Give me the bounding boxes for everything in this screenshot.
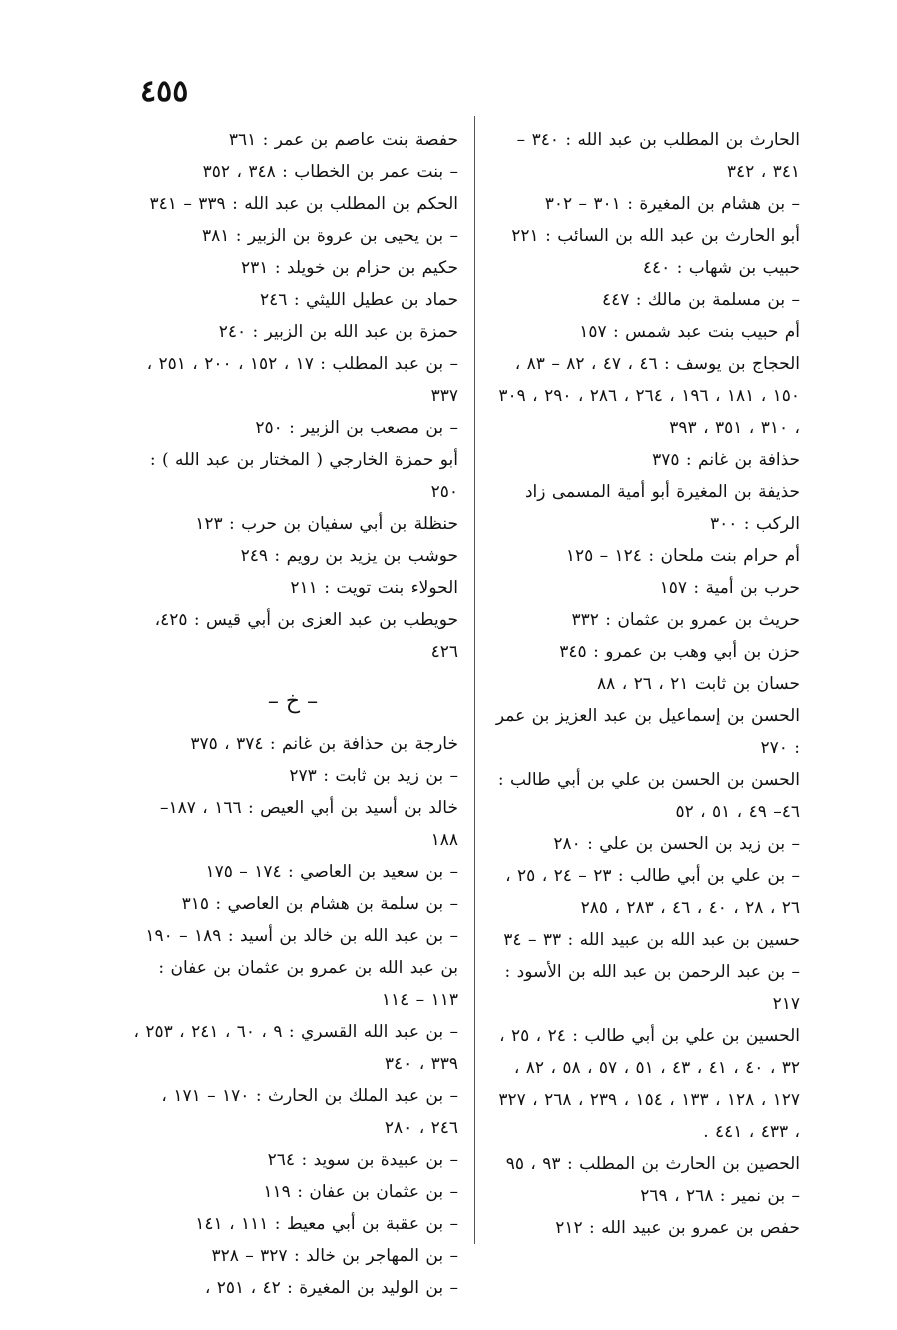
index-entry: – بن عثمان بن عفان : ١١٩ [263,1182,458,1202]
index-entry: حريث بن عمرو بن عثمان : ٣٣٢ [571,610,800,630]
index-entry: حذافة بن غانم : ٣٧٥ [652,450,800,470]
index-entry: أبو الحارث بن عبد الله بن السائب : ٢٢١ [511,226,800,246]
index-entry: الحسن بن إسماعيل بن عبد العزيز بن عمر : ٢٧٠ [495,706,800,758]
index-entry: – بن نمير : ٢٦٨ ، ٢٦٩ [640,1186,800,1206]
index-entry: حرب بن أمية : ١٥٧ [659,578,800,598]
index-entry: – بن المهاجر بن خالد : ٣٢٧ – ٣٢٨ [211,1246,458,1266]
index-entry: حذيفة بن المغيرة أبو أمية المسمى زاد الركب : ٣٠٠ [524,482,800,534]
index-entry: حفص بن عمرو بن عبيد الله : ٢١٢ [555,1218,800,1238]
index-entry: الحصين بن الحارث بن المطلب : ٩٣ ، ٩٥ [505,1154,800,1174]
index-entry: حسين بن عبد الله بن عبيد الله : ٣٣ – ٣٤ [503,930,800,950]
index-entry: حماد بن عطيل الليثي : ٢٤٦ [260,290,458,310]
index-entry: أم حبيب بنت عبد شمس : ١٥٧ [579,322,800,342]
index-entry: – بن سلمة بن هشام بن العاصي : ٣١٥ [181,894,458,914]
index-entry: – بن زيد بن الحسن بن علي : ٢٨٠ [553,834,800,854]
index-entry: حمزة بن عبد الله بن الزبير : ٢٤٠ [218,322,458,342]
index-entry: – بن مصعب بن الزبير : ٢٥٠ [255,418,458,438]
index-entry: – بن عبيدة بن سويد : ٢٦٤ [267,1150,458,1170]
index-entry: – بنت عمر بن الخطاب : ٣٤٨ ، ٣٥٢ [202,162,458,182]
index-entry: – بن عبد الله بن خالد بن أسيد : ١٨٩ – ١٩٠ [145,926,458,946]
index-entry: – بن سعيد بن العاصي : ١٧٤ – ١٧٥ [205,862,458,882]
index-entry: حويطب بن عبد العزى بن أبي قيس : ٤٢٥، ٤٢٦ [154,610,458,662]
index-entry: حكيم بن حزام بن خويلد : ٢٣١ [241,258,458,278]
index-entry: الحسن بن الحسن بن علي بن أبي طالب : ٤٦– ٤٩ ، ٥١ ، ٥٢ [497,770,800,822]
section-letter-heading: – خ – [267,689,319,714]
index-entry: – بن علي بن أبي طالب : ٢٣ – ٢٤ ، ٢٥ ، ٢٦ ، ٢٨ ، ٤٠ ، ٤٦ ، ٢٨٣ ، ٢٨٥ [505,866,800,918]
page-number: ٤٥٥ [140,74,189,109]
index-entry: – بن زيد بن ثابت : ٢٧٣ [289,766,458,786]
index-column-right [490,124,800,1244]
index-entry: الحولاء بنت تويت : ٢١١ [290,578,458,598]
index-entry: – بن عبد الملك بن الحارث : ١٧٠ – ١٧١ ، ٢٤٦ ، ٢٨٠ [161,1086,458,1138]
index-entry: حفصة بنت عاصم بن عمر : ٣٦١ [228,130,458,150]
index-entry: – بن يحيى بن عروة بن الزبير : ٣٨١ [201,226,458,246]
index-entry: – بن عبد الله القسري : ٩ ، ٦٠ ، ٢٤١ ، ٢٥٣ ، ٣٣٩ ، ٣٤٠ [133,1022,458,1074]
index-entry: – بن مسلمة بن مالك : ٤٤٧ [601,290,800,310]
index-entry: بن عبد الله بن عمرو بن عثمان بن عفان : ١١٣ – ١١٤ [158,958,458,1010]
index-entry: الحكم بن المطلب بن عبد الله : ٣٣٩ – ٣٤١ [149,194,458,214]
index-entry: خالد بن أسيد بن أبي العيص : ١٦٦ ، ١٨٧– ١٨٨ [159,798,458,850]
index-entry: – بن عبد المطلب : ١٧ ، ١٥٢ ، ٢٠٠ ، ٢٥١ ، ٣٣٧ [146,354,458,406]
index-entry: الحارث بن المطلب بن عبد الله : ٣٤٠ – ٣٤١ ، ٣٤٢ [516,130,800,182]
index-entry: حسان بن ثابت ٢١ ، ٢٦ ، ٨٨ [597,674,800,694]
index-column-left [128,124,458,1304]
index-entry: – بن هشام بن المغيرة : ٣٠١ – ٣٠٢ [544,194,800,214]
index-entry: – بن عقبة بن أبي معيط : ١١١ ، ١٤١ [195,1214,458,1234]
index-entry: حبيب بن شهاب : ٤٤٠ [642,258,800,278]
index-entry: أم حرام بنت ملحان : ١٢٤ – ١٢٥ [565,546,800,566]
index-entry: الحسين بن علي بن أبي طالب : ٢٤ ، ٢٥ ، ٣٢ ، ٤٠ ، ٤١ ، ٤٣ ، ٥١ ، ٥٧ ، ٥٨ ، ٨٢ ، ١٢٧ ، ١٢٨ ، ١٣٣ ، ١٥٤ ، ٢٣٩ ، ٢٦٨ ، ٣٢٧ ، ٤٣٣ ، ٤٤١ . [498,1026,800,1142]
column-divider [474,116,475,1244]
index-entry: خارجة بن حذافة بن غانم : ٣٧٤ ، ٣٧٥ [190,734,458,754]
index-entry: حزن بن أبي وهب بن عمرو : ٣٤٥ [559,642,800,662]
index-entry: حوشب بن يزيد بن رويم : ٢٤٩ [240,546,458,566]
index-entry: أبو حمزة الخارجي ( المختار بن عبد الله ) : ٢٥٠ [149,450,458,502]
index-entry: حنظلة بن أبي سفيان بن حرب : ١٢٣ [195,514,458,534]
index-entry: – بن عبد الرحمن بن عبد الله بن الأسود : ٢١٧ [504,962,800,1014]
index-entry: – بن الوليد بن المغيرة : ٤٢ ، ٢٥١ ، [204,1278,458,1298]
index-entry: الحجاج بن يوسف : ٤٦ ، ٤٧ ، ٨٢ – ٨٣ ، ١٥٠ ، ١٨١ ، ١٩٦ ، ٢٦٤ ، ٢٨٦ ، ٢٩٠ ، ٣٠٩ ، ٣١٠ ، ٣٥١ ، ٣٩٣ [498,354,800,438]
